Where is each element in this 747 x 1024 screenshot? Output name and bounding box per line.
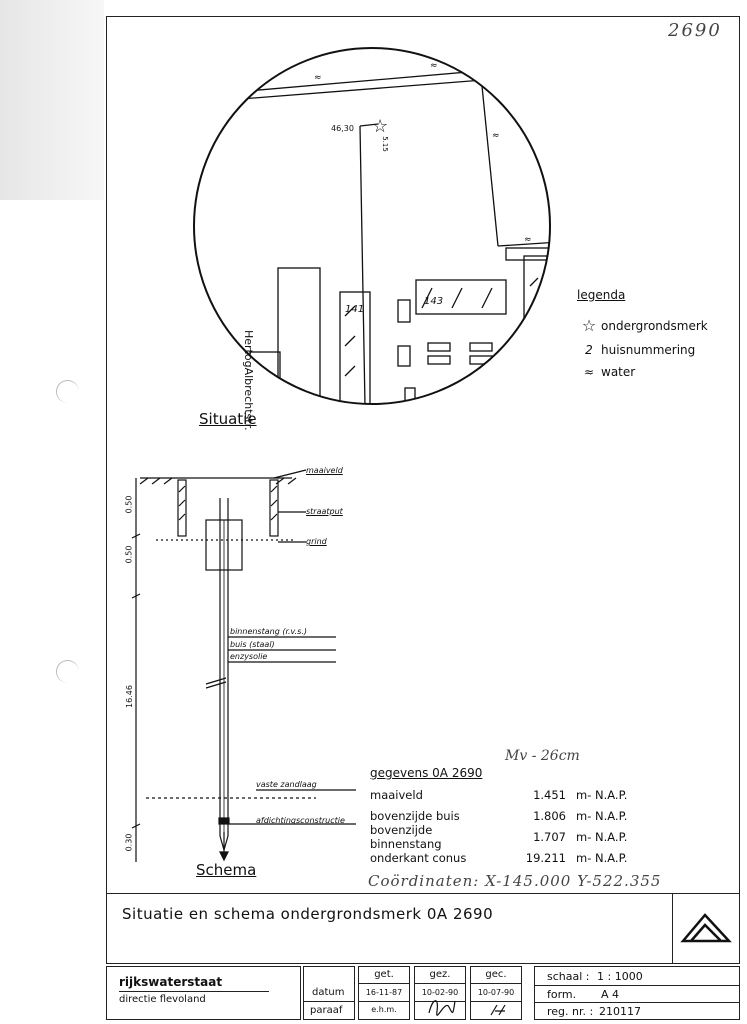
- water-icon: ≈: [583, 365, 595, 379]
- handwritten-note: Mv - 26cm: [505, 748, 580, 764]
- label-vaste-zandlaag: vaste zandlaag: [256, 780, 317, 789]
- label-grind: grind: [306, 537, 327, 546]
- legend-title: legenda: [577, 288, 626, 302]
- label-buis: buis (staal): [230, 640, 275, 649]
- gegevens-row: bovenzijde binnenstang 1.707 m- N.A.P.: [370, 822, 628, 851]
- label-maaiveld: maaiveld: [306, 466, 343, 475]
- gegevens-row: maaiveld 1.451 m- N.A.P.: [370, 787, 628, 802]
- dim-label: 0.50: [124, 495, 134, 514]
- house-number-141: 141: [345, 304, 365, 315]
- height-label: 46,30: [331, 124, 354, 133]
- logo-box: [672, 893, 740, 964]
- dim-label: 0.30: [124, 833, 134, 852]
- marker-code: 5.15: [380, 136, 389, 152]
- legend: [577, 288, 727, 379]
- coordinates-note: Coördinaten: X-145.000 Y-522.355: [368, 872, 662, 890]
- org-rule: [119, 991, 269, 992]
- rws-logo-icon: [673, 893, 739, 963]
- star-icon: ☆: [581, 316, 597, 335]
- legend-label: ondergrondsmerk: [601, 318, 708, 333]
- house-number-143: 143: [424, 296, 444, 307]
- initials-image: [489, 1003, 507, 1017]
- gegevens-row: onderkant conus 19.211 m- N.A.P.: [370, 850, 628, 865]
- label-binnenstang: binnenstang (r.v.s.): [230, 627, 308, 636]
- gez-cell: gez. 10-02-90: [414, 966, 466, 1020]
- legend-item: [577, 343, 727, 357]
- svg-text:≈: ≈: [430, 61, 438, 71]
- schema-title: Schema: [196, 861, 257, 879]
- label-straatput: straatput: [306, 507, 343, 516]
- dim-label: 0.50: [124, 545, 134, 564]
- house-number-symbol: 2: [585, 343, 593, 357]
- sheet-number: 2690: [668, 20, 722, 41]
- situatie-title: Situatie: [199, 410, 257, 428]
- legend-item: [577, 365, 727, 379]
- get-cell: get. 16-11-87 e.h.m.: [358, 966, 410, 1020]
- gegevens-row: bovenzijde buis 1.806 m- N.A.P.: [370, 808, 628, 823]
- svg-text:≈: ≈: [314, 73, 322, 83]
- svg-text:≈: ≈: [492, 131, 500, 141]
- legend-label: huisnummering: [601, 343, 696, 357]
- gegevens-title: gegevens 0A 2690: [370, 766, 483, 780]
- drawing-title: Situatie en schema ondergrondsmerk 0A 2690: [122, 905, 494, 923]
- punch-hole-bottom: [56, 660, 79, 683]
- svg-text:≈: ≈: [524, 235, 532, 245]
- signature-image: [425, 993, 457, 1019]
- label-enzysolie: enzysolie: [230, 652, 268, 661]
- dim-label: 16.46: [124, 685, 134, 708]
- legend-item: [577, 316, 727, 335]
- punch-hole-top: [56, 380, 79, 403]
- gegevens-table: [370, 784, 636, 868]
- title-band-line: [106, 893, 740, 894]
- star-icon: ☆: [372, 116, 389, 137]
- org-name: rijkswaterstaat: [119, 975, 223, 989]
- street-name: HertogAlbrechtstr.: [242, 330, 255, 431]
- label-afdichting: afdichtingsconstructie: [256, 816, 345, 825]
- org-cell: [106, 966, 301, 1020]
- legend-label: water: [601, 365, 636, 379]
- schema-drawing: [116, 462, 366, 872]
- org-sub: directie flevoland: [119, 994, 206, 1005]
- datum-label-cell: datum paraaf: [303, 966, 355, 1020]
- scan-shadow: [0, 0, 104, 200]
- scale-cell: schaal : 1 : 1000 form. A 4 reg. nr. : 210117: [534, 966, 740, 1020]
- gec-cell: gec. 10-07-90: [470, 966, 522, 1020]
